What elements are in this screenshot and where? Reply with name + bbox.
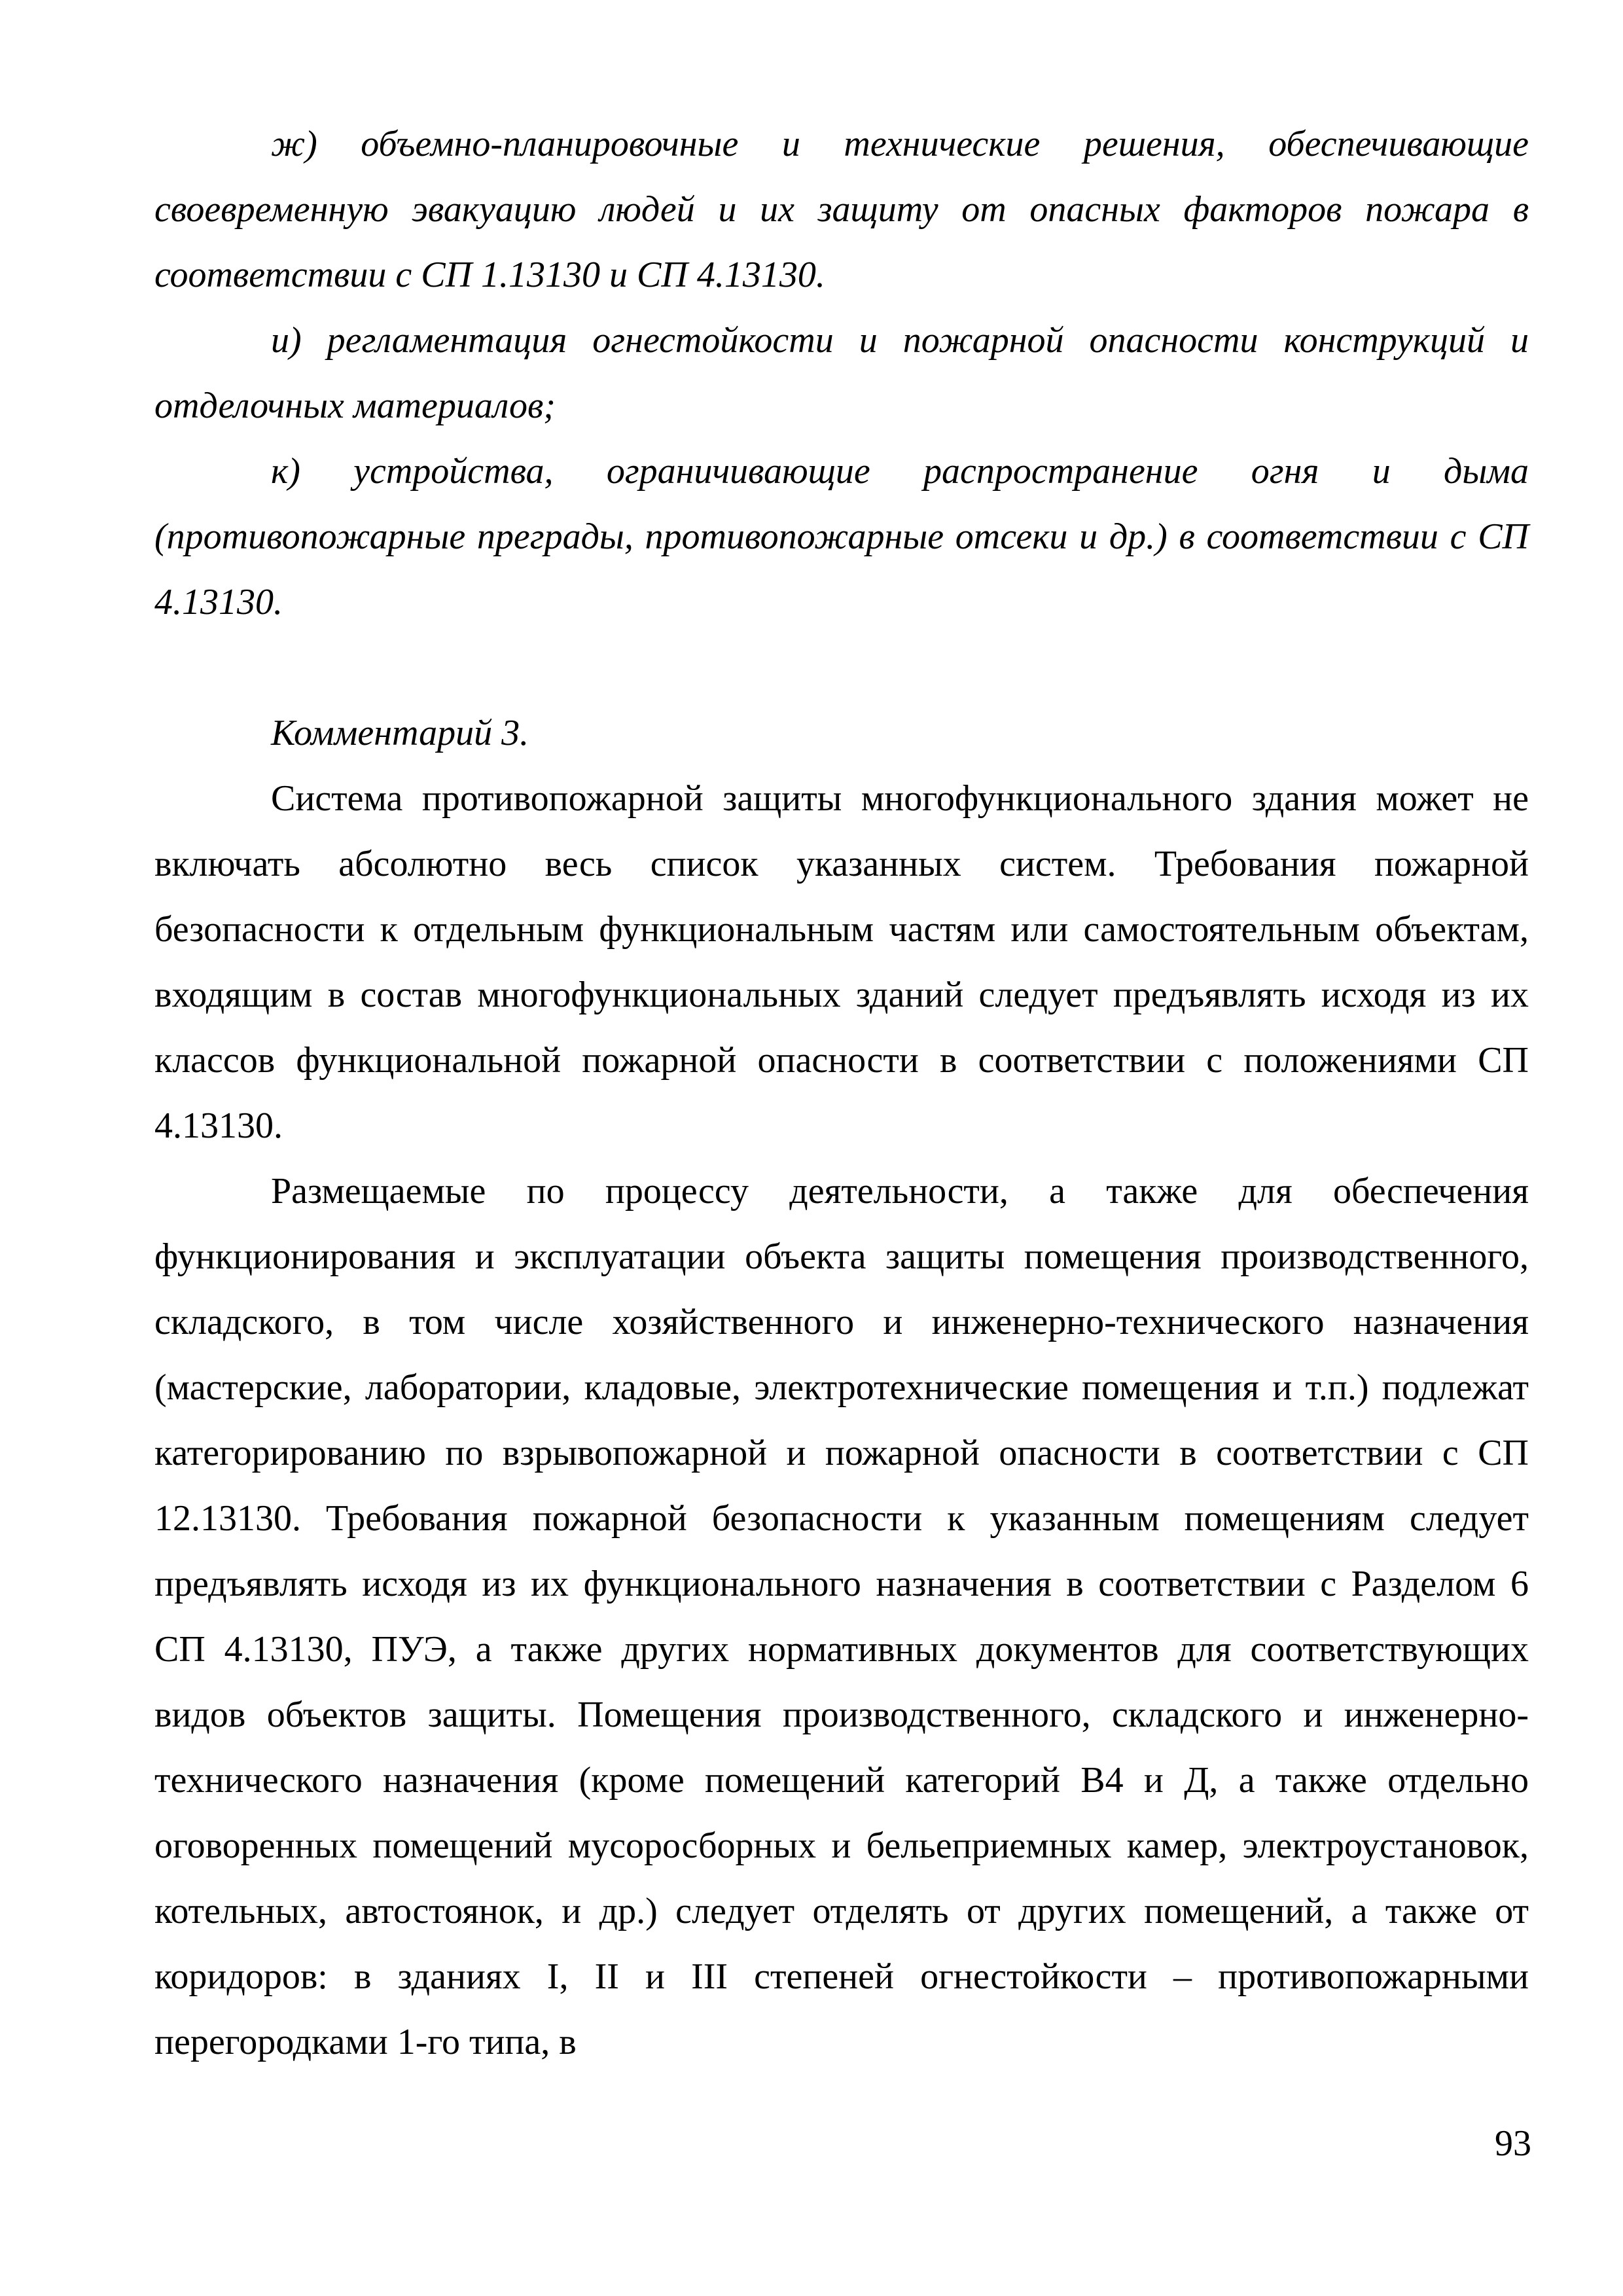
page-number: 93 [1495, 2123, 1531, 2164]
comment-heading: Комментарий 3. [271, 713, 529, 753]
list-item-zh: ж) объемно-планировочные и технические решения, обеспечивающие своевременную эвакуацию людей и их защиту от опасных факторов пожара в соответствии с СП 1.13130 и СП 4.13130. [154, 124, 1529, 295]
page-content [154, 111, 1529, 2075]
list-item-i: и) регламентация огнестойкости и пожарной опасности конструкций и отделочных материалов; [154, 320, 1529, 426]
comment-paragraph-1: Система противопожарной защиты многофункционального здания может не включать абсолютно весь список указанных систем. Требования пожарной безопасности к отдельным функциональным частям или самостоятельным объектам, входящим в состав многофункциональных зданий следует предъявлять исходя из их классов функциональной пожарной опасности в соответствии с положениями СП 4.13130. [154, 778, 1529, 1146]
section-gap [154, 635, 1529, 700]
list-item-k: к) устройства, ограничивающие распространение огня и дыма (противопожарные преграды, противопожарные отсеки и др.) в соответствии с СП 4.13130. [154, 451, 1529, 622]
comment-paragraph-2: Размещаемые по процессу деятельности, а также для обеспечения функционирования и эксплуатации объекта защиты помещения производственного, складского, в том числе хозяйственного и инженерно-технического назначения (мастерские, лаборатории, кладовые, электротехнические помещения и т.п.) подлежат категорированию по взрывопожарной и пожарной опасности в соответствии с СП 12.13130. Требования пожарной безопасности к указанным помещениям следует предъявлять исходя из их функционального назначения в соответствии с Разделом 6 СП 4.13130, ПУЭ, а также других нормативных документов для соответствующих видов объектов защиты. Помещения производственного, складского и инженерно-технического назначения (кроме помещений категорий В4 и Д, а также отдельно оговоренных помещений мусоросборных и бельеприемных камер, электроустановок, котельных, автостоянок, и др.) следует отделять от других помещений, а также от коридоров: в зданиях I, II и III степеней огнестойкости – противопожарными перегородками 1-го типа, в [154, 1171, 1529, 2062]
